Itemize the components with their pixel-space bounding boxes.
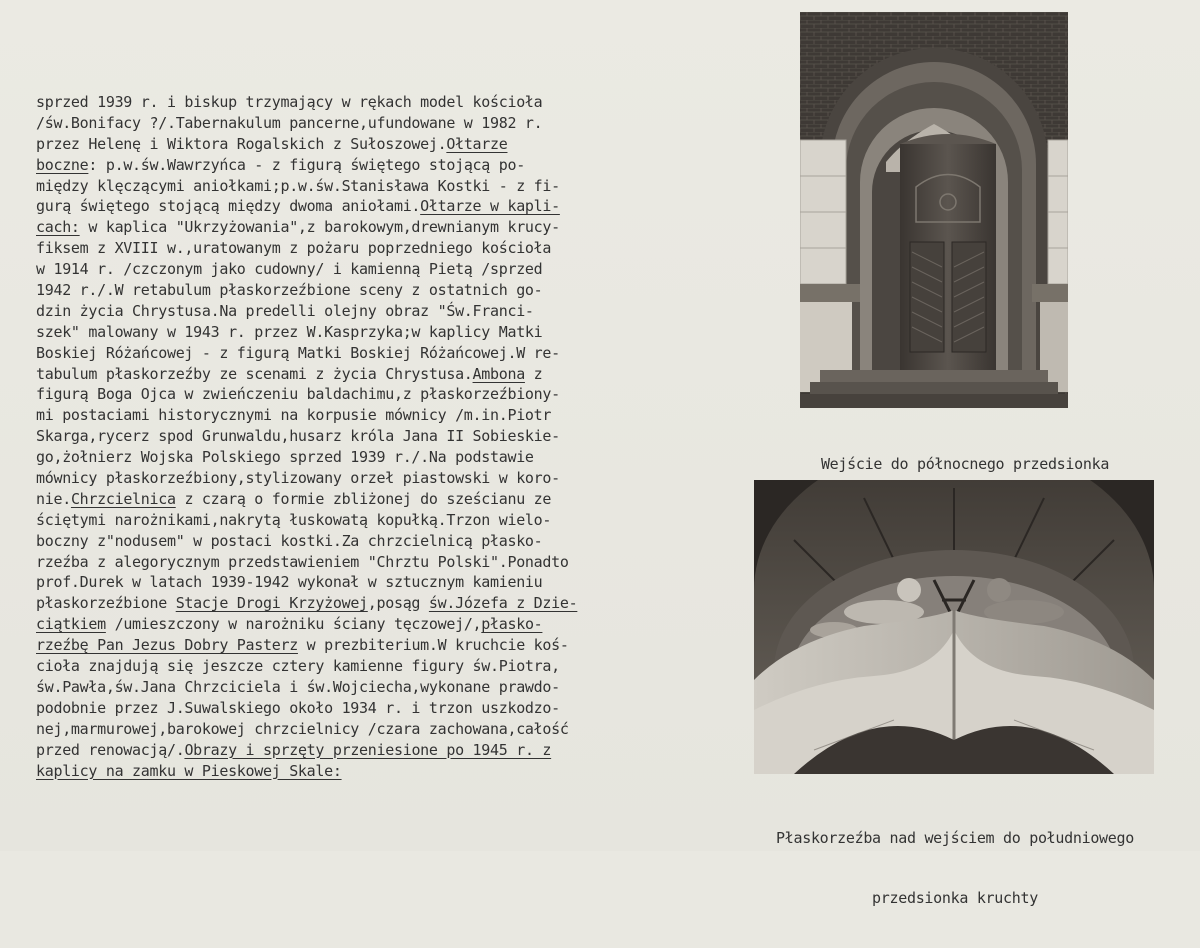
text-segment: płaskorzeźbione (36, 594, 176, 613)
text-line (36, 593, 676, 614)
caption-bottom-line-2: przedsionka kruchty (872, 889, 1038, 907)
text-line (36, 761, 676, 782)
text-segment: rzeźba z alegorycznym przedstawieniem "Chrztu Polski".Ponadto (36, 552, 569, 571)
text-segment: św.Pawła,św.Jana Chrzciciela i św.Wojciecha,wykonane prawdo- (36, 677, 560, 696)
underlined-term: boczne (36, 155, 89, 174)
text-line (36, 217, 676, 238)
underlined-term: ciątkiem (36, 615, 106, 634)
underlined-term: płasko- (481, 615, 543, 634)
text-line (36, 155, 676, 176)
text-segment: /św.Bonifacy ?/.Tabernakulum pancerne,ufundowane w 1982 r. (36, 113, 543, 132)
underlined-term: św.Józefa z Dzie- (428, 594, 578, 613)
text-segment: w kaplica "Ukrzyżowania",z barokowym,drewnianym krucy- (79, 218, 560, 237)
text-line (36, 405, 676, 426)
underlined-term: kaplicy na zamku w Pieskowej Skale: (36, 761, 342, 780)
photo-north-entrance (800, 12, 1068, 408)
text-line (36, 196, 676, 217)
typewritten-text-block (36, 92, 676, 781)
caption-top-line-1: Wejście do północnego przedsionka (820, 455, 1110, 473)
text-segment: Skarga,rycerz spod Grunwaldu,husarz króla Jana II Sobieskie- (36, 427, 560, 446)
text-line (36, 259, 676, 280)
text-segment: 1942 r./.W retabulum płaskorzeźbione sceny z ostatnich go- (36, 281, 543, 300)
text-segment: nie. (36, 489, 71, 508)
text-segment: przez Helenę i Wiktora Rogalskich z Sułoszowej. (36, 134, 447, 153)
text-segment: /umieszczony w narożniku ściany tęczowej/, (105, 615, 482, 634)
text-line (36, 677, 676, 698)
text-segment: fiksem z XVIII w.,uratowanym z pożaru poprzedniego kościoła (36, 239, 552, 258)
text-line (36, 301, 676, 322)
underlined-term: rzeźbę Pan Jezus Dobry Pasterz (36, 636, 298, 655)
text-line (36, 698, 676, 719)
text-segment: mi postaciami historycznymi na korpusie mównicy /m.in.Piotr (36, 406, 552, 425)
text-segment: boczny z"nodusem" w postaci kostki.Za chrzcielnicą płasko- (36, 531, 543, 550)
underlined-term: Ambona (472, 364, 525, 383)
text-segment: z czarą o formie zbliżonej do sześcianu ze (175, 489, 552, 508)
text-segment: przed renowacją/. (36, 740, 185, 759)
caption-bottom-line-1: Płaskorzeźba nad wejściem do południowego (776, 829, 1134, 847)
text-segment: dzin życia Chrystusa.Na predelli olejny obraz "Św.Franci- (36, 301, 534, 320)
text-segment: cioła znajdują się jeszcze cztery kamienne figury św.Piotra, (36, 657, 560, 676)
text-line (36, 614, 676, 635)
text-segment: między klęczącymi aniołkami;p.w.św.Stanisława Kostki - z fi- (36, 176, 560, 195)
text-line (36, 447, 676, 468)
photo-south-relief (754, 480, 1154, 774)
text-line (36, 531, 676, 552)
text-line (36, 510, 676, 531)
text-segment: prof.Durek w latach 1939-1942 wykonał w sztucznym kamieniu (36, 573, 543, 592)
underlined-term: cach: (36, 218, 80, 237)
text-line (36, 572, 676, 593)
underlined-term: Ołtarze (446, 134, 508, 153)
text-line (36, 635, 676, 656)
text-segment: gurą świętego stojącą między dwoma aniołami. (36, 197, 421, 216)
text-line (36, 364, 676, 385)
text-segment: figurą Boga Ojca w zwieńczeniu baldachimu,z płaskorzeźbiony- (36, 385, 560, 404)
underlined-term: Ołtarze w kapli- (420, 197, 560, 216)
text-line (36, 719, 676, 740)
text-segment: z (524, 364, 543, 383)
text-line (36, 134, 676, 155)
text-line (36, 552, 676, 573)
text-line (36, 468, 676, 489)
underlined-term: Obrazy i sprzęty przeniesione po 1945 r. z (184, 740, 552, 759)
text-segment: nej,marmurowej,barokowej chrzcielnicy /czara zachowana,całość (36, 719, 569, 738)
text-segment: ,posąg (367, 594, 429, 613)
text-segment: podobnie przez J.Suwalskiego około 1934 r. i trzon uszkodzo- (36, 698, 560, 717)
text-line (36, 92, 676, 113)
text-segment: : p.w.św.Wawrzyńca - z figurą świętego stojącą po- (88, 155, 525, 174)
text-segment: w prezbiterium.W kruchcie koś- (297, 636, 569, 655)
text-line (36, 384, 676, 405)
text-segment: tabulum płaskorzeźby ze scenami z życia Chrystusa. (36, 364, 473, 383)
text-line (36, 426, 676, 447)
text-line (36, 280, 676, 301)
text-line (36, 656, 676, 677)
text-segment: w 1914 r. /czczonym jako cudowny/ i kamienną Pietą /sprzed (36, 260, 543, 279)
underlined-term: Stacje Drogi Krzyżowej (175, 594, 368, 613)
text-segment: go,żołnierz Wojska Polskiego sprzed 1939 r./.Na podstawie (36, 448, 534, 467)
text-line (36, 489, 676, 510)
caption-bottom-photo (730, 788, 1180, 948)
text-segment: szek" malowany w 1943 r. przez W.Kasprzyka;w kaplicy Matki (36, 322, 543, 341)
text-line (36, 176, 676, 197)
text-line (36, 740, 676, 761)
text-line (36, 343, 676, 364)
text-segment: Boskiej Różańcowej - z figurą Matki Boskiej Różańcowej.W re- (36, 343, 560, 362)
text-segment: mównicy płaskorzeźbiony,stylizowany orzeł piastowski w koro- (36, 469, 560, 488)
text-segment: ściętymi narożnikami,nakrytą łuskowatą kopułką.Trzon wielo- (36, 510, 552, 529)
underlined-term: Chrzcielnica (70, 489, 176, 508)
text-line (36, 238, 676, 259)
text-segment: sprzed 1939 r. i biskup trzymający w rękach model kościoła (36, 93, 543, 111)
text-line (36, 113, 676, 134)
text-line (36, 322, 676, 343)
